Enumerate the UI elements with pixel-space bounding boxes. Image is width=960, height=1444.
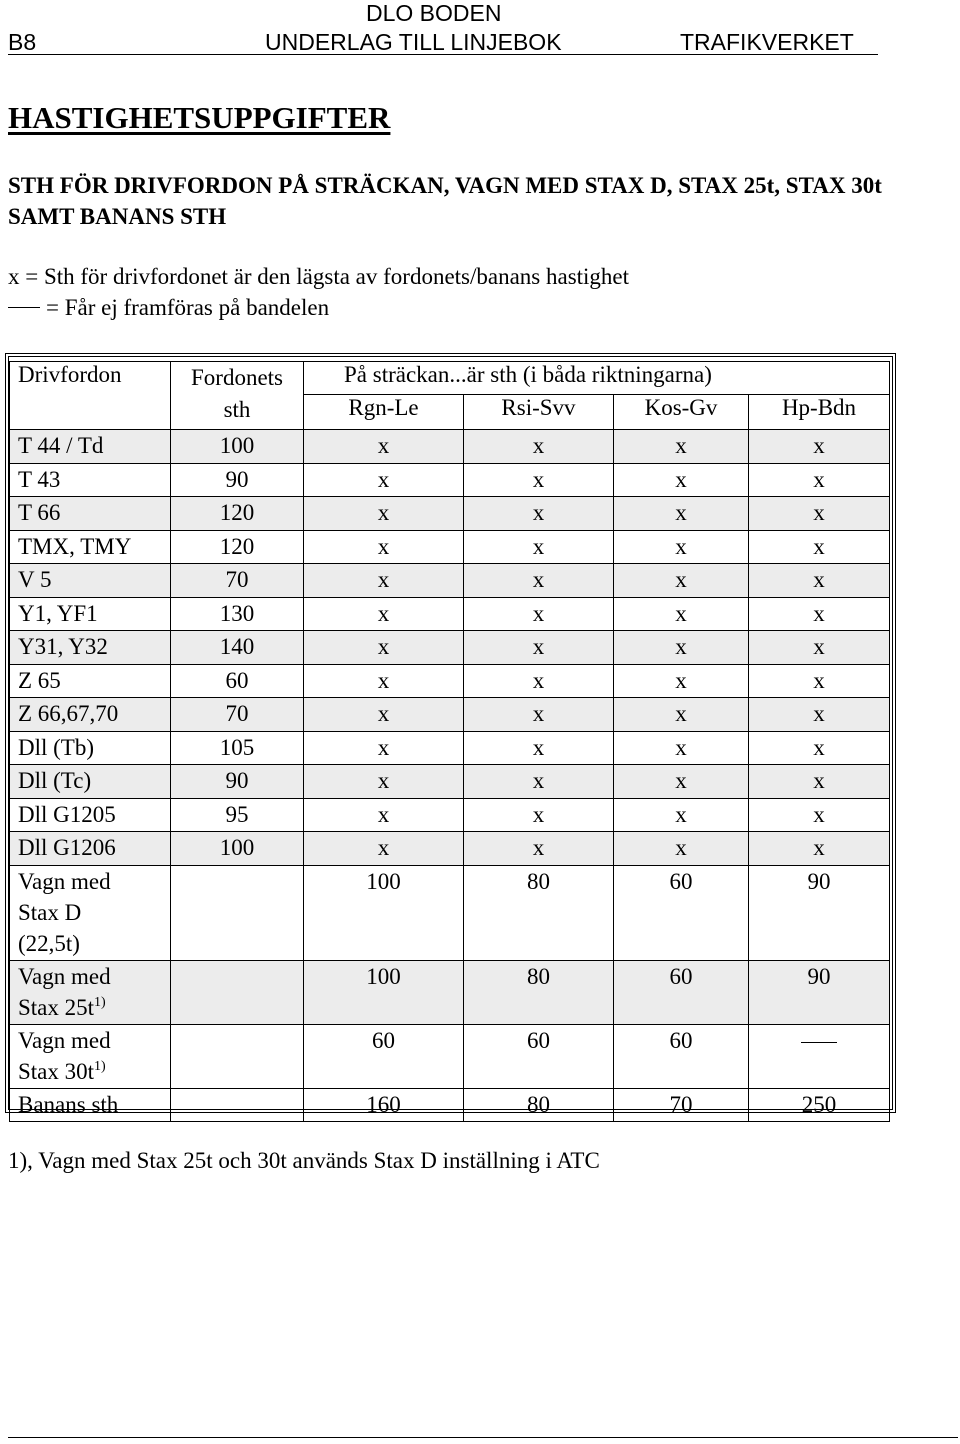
vehicle-cell: Y1, YF1 bbox=[10, 597, 171, 631]
col-sth-header-line1: Fordonets bbox=[191, 365, 283, 390]
section-value-cell: x bbox=[304, 564, 464, 598]
section-value-cell: x bbox=[464, 631, 614, 665]
table-row bbox=[10, 865, 890, 960]
legend-dash bbox=[8, 294, 329, 322]
vehicle-cell: Dll (Tc) bbox=[10, 765, 171, 799]
table-row bbox=[10, 631, 890, 665]
legend-x: x = Sth för drivfordonet är den lägsta av fordonets/banans hastighet bbox=[8, 264, 630, 289]
vehicle-label-line: Vagn med bbox=[18, 868, 111, 894]
col-group-header: På sträckan...är sth (i båda riktningarna) bbox=[304, 362, 890, 395]
section-value-cell: x bbox=[614, 765, 749, 799]
section-value-cell: x bbox=[464, 497, 614, 531]
footnote-marker: 1) bbox=[94, 1058, 106, 1074]
header-rule bbox=[8, 54, 878, 55]
sth-cell: 100 bbox=[171, 832, 304, 866]
vehicle-cell: Z 65 bbox=[10, 664, 171, 698]
col-vehicle-header: Drivfordon bbox=[10, 362, 171, 430]
sth-cell: 120 bbox=[171, 497, 304, 531]
section-value-cell: x bbox=[304, 832, 464, 866]
section-value-cell: 80 bbox=[464, 865, 614, 960]
section-value-cell: x bbox=[304, 530, 464, 564]
sth-cell: 120 bbox=[171, 530, 304, 564]
sth-cell: 100 bbox=[171, 430, 304, 464]
section-value-cell: x bbox=[304, 597, 464, 631]
section-value-cell: x bbox=[464, 698, 614, 732]
section-value-cell: x bbox=[749, 497, 890, 531]
header-org: TRAFIKVERKET bbox=[680, 29, 854, 55]
section-value-cell: x bbox=[749, 798, 890, 832]
sth-cell: 70 bbox=[171, 698, 304, 732]
section-value-cell: x bbox=[304, 765, 464, 799]
section-header: Rsi-Svv bbox=[464, 395, 614, 430]
table-row bbox=[10, 832, 890, 866]
section-value-cell: x bbox=[749, 463, 890, 497]
section-value-cell: 60 bbox=[464, 1024, 614, 1088]
sth-cell bbox=[171, 1088, 304, 1122]
vehicle-label-line: Stax D bbox=[18, 899, 82, 925]
section-value-cell: 90 bbox=[749, 865, 890, 960]
vehicle-cell: Y31, Y32 bbox=[10, 631, 171, 665]
sth-cell: 70 bbox=[171, 564, 304, 598]
vehicle-cell: T 44 / Td bbox=[10, 430, 171, 464]
section-value-cell: x bbox=[749, 530, 890, 564]
sth-cell: 90 bbox=[171, 463, 304, 497]
section-value-cell: x bbox=[614, 698, 749, 732]
vehicle-cell bbox=[10, 1024, 171, 1088]
section-value-cell: x bbox=[614, 497, 749, 531]
section-value-cell: 60 bbox=[614, 960, 749, 1024]
section-header: Rgn-Le bbox=[304, 395, 464, 430]
vehicle-label-line: Vagn med bbox=[18, 963, 111, 989]
section-value-cell: x bbox=[464, 832, 614, 866]
table-row bbox=[10, 664, 890, 698]
section-value-cell: x bbox=[614, 832, 749, 866]
sth-cell: 105 bbox=[171, 731, 304, 765]
legend-dash-text: = Får ej framföras på bandelen bbox=[46, 295, 330, 320]
section-value-cell: x bbox=[464, 430, 614, 464]
section-value-cell: x bbox=[464, 530, 614, 564]
table-row bbox=[10, 497, 890, 531]
section-value-cell: 80 bbox=[464, 960, 614, 1024]
section-value-cell: 100 bbox=[304, 960, 464, 1024]
section-value-cell: 160 bbox=[304, 1088, 464, 1122]
table-row bbox=[10, 798, 890, 832]
section-value-cell: x bbox=[614, 597, 749, 631]
vehicle-cell bbox=[10, 960, 171, 1024]
vehicle-cell: T 66 bbox=[10, 497, 171, 531]
section-value-cell: 90 bbox=[749, 960, 890, 1024]
section-value-cell: x bbox=[614, 430, 749, 464]
vehicle-label-line: (22,5t) bbox=[18, 930, 80, 956]
section-value-cell: x bbox=[749, 832, 890, 866]
section-value-cell: x bbox=[749, 664, 890, 698]
vehicle-cell: T 43 bbox=[10, 463, 171, 497]
vehicle-label-line: Vagn med bbox=[18, 1027, 111, 1053]
section-value-cell: 250 bbox=[749, 1088, 890, 1122]
table-header-row-1 bbox=[10, 362, 890, 395]
section-value-cell: x bbox=[464, 463, 614, 497]
vehicle-label-line: Stax 25t bbox=[18, 994, 95, 1020]
section-value-cell: x bbox=[749, 631, 890, 665]
sth-cell: 130 bbox=[171, 597, 304, 631]
section-header: Hp-Bdn bbox=[749, 395, 890, 430]
section-value-cell: x bbox=[749, 731, 890, 765]
sth-cell: 140 bbox=[171, 631, 304, 665]
vehicle-cell bbox=[10, 865, 171, 960]
table-row bbox=[10, 1088, 890, 1122]
section-value-cell bbox=[749, 1024, 890, 1088]
section-value-cell: x bbox=[464, 765, 614, 799]
page-subtitle: STH FÖR DRIVFORDON PÅ STRÄCKAN, VAGN MED STAX D, STAX 25t, STAX 30t SAMT BANANS STH bbox=[8, 173, 882, 229]
section-value-cell: x bbox=[749, 765, 890, 799]
header-code: B8 bbox=[8, 29, 37, 55]
sth-cell bbox=[171, 865, 304, 960]
table-row bbox=[10, 698, 890, 732]
section-value-cell: 60 bbox=[614, 865, 749, 960]
table-row bbox=[10, 731, 890, 765]
col-sth-header bbox=[171, 362, 304, 430]
section-value-cell: x bbox=[304, 731, 464, 765]
sth-cell bbox=[171, 1024, 304, 1088]
section-value-cell: x bbox=[464, 798, 614, 832]
sth-cell: 90 bbox=[171, 765, 304, 799]
section-value-cell: x bbox=[304, 430, 464, 464]
section-value-cell: 60 bbox=[304, 1024, 464, 1088]
vehicle-cell: Dll G1206 bbox=[10, 832, 171, 866]
vehicle-label-line: Stax 30t bbox=[18, 1058, 95, 1084]
dash-symbol bbox=[8, 307, 40, 308]
section-value-cell: x bbox=[464, 597, 614, 631]
section-value-cell: x bbox=[749, 564, 890, 598]
table-row bbox=[10, 1024, 890, 1088]
table-row bbox=[10, 564, 890, 598]
vehicle-cell: Dll G1205 bbox=[10, 798, 171, 832]
section-value-cell: 80 bbox=[464, 1088, 614, 1122]
table-row bbox=[10, 960, 890, 1024]
header-line1: DLO BODEN bbox=[366, 0, 502, 26]
footnote: 1), Vagn med Stax 25t och 30t används Stax D inställning i ATC bbox=[8, 1148, 600, 1173]
section-value-cell: x bbox=[749, 597, 890, 631]
vehicle-cell: Dll (Tb) bbox=[10, 731, 171, 765]
sth-cell bbox=[171, 960, 304, 1024]
section-value-cell: 70 bbox=[614, 1088, 749, 1122]
section-value-cell: x bbox=[749, 698, 890, 732]
section-value-cell: 60 bbox=[614, 1024, 749, 1088]
section-value-cell: 100 bbox=[304, 865, 464, 960]
table-row bbox=[10, 597, 890, 631]
speed-table bbox=[9, 361, 890, 1122]
page-title: HASTIGHETSUPPGIFTER bbox=[8, 100, 391, 135]
section-value-cell: x bbox=[304, 664, 464, 698]
sth-cell: 60 bbox=[171, 664, 304, 698]
section-value-cell: x bbox=[614, 530, 749, 564]
header-line2: UNDERLAG TILL LINJEBOK bbox=[265, 29, 562, 55]
col-sth-header-line2: sth bbox=[223, 397, 251, 422]
table-row bbox=[10, 463, 890, 497]
section-value-cell: x bbox=[304, 698, 464, 732]
section-value-cell: x bbox=[614, 731, 749, 765]
section-header: Kos-Gv bbox=[614, 395, 749, 430]
dash-symbol bbox=[801, 1042, 837, 1043]
footnote-marker: 1) bbox=[94, 994, 106, 1010]
vehicle-cell: Banans sth bbox=[10, 1088, 171, 1122]
section-value-cell: x bbox=[304, 497, 464, 531]
sth-cell: 95 bbox=[171, 798, 304, 832]
section-value-cell: x bbox=[614, 463, 749, 497]
section-value-cell: x bbox=[464, 731, 614, 765]
section-value-cell: x bbox=[304, 798, 464, 832]
section-value-cell: x bbox=[464, 664, 614, 698]
section-value-cell: x bbox=[614, 798, 749, 832]
vehicle-cell: TMX, TMY bbox=[10, 530, 171, 564]
section-value-cell: x bbox=[464, 564, 614, 598]
vehicle-cell: Z 66,67,70 bbox=[10, 698, 171, 732]
table-row bbox=[10, 530, 890, 564]
section-value-cell: x bbox=[304, 631, 464, 665]
section-value-cell: x bbox=[614, 564, 749, 598]
vehicle-cell: V 5 bbox=[10, 564, 171, 598]
section-value-cell: x bbox=[749, 430, 890, 464]
section-value-cell: x bbox=[614, 664, 749, 698]
section-value-cell: x bbox=[614, 631, 749, 665]
section-value-cell: x bbox=[304, 463, 464, 497]
table-row bbox=[10, 765, 890, 799]
bottom-rule bbox=[8, 1437, 958, 1438]
table-row bbox=[10, 430, 890, 464]
